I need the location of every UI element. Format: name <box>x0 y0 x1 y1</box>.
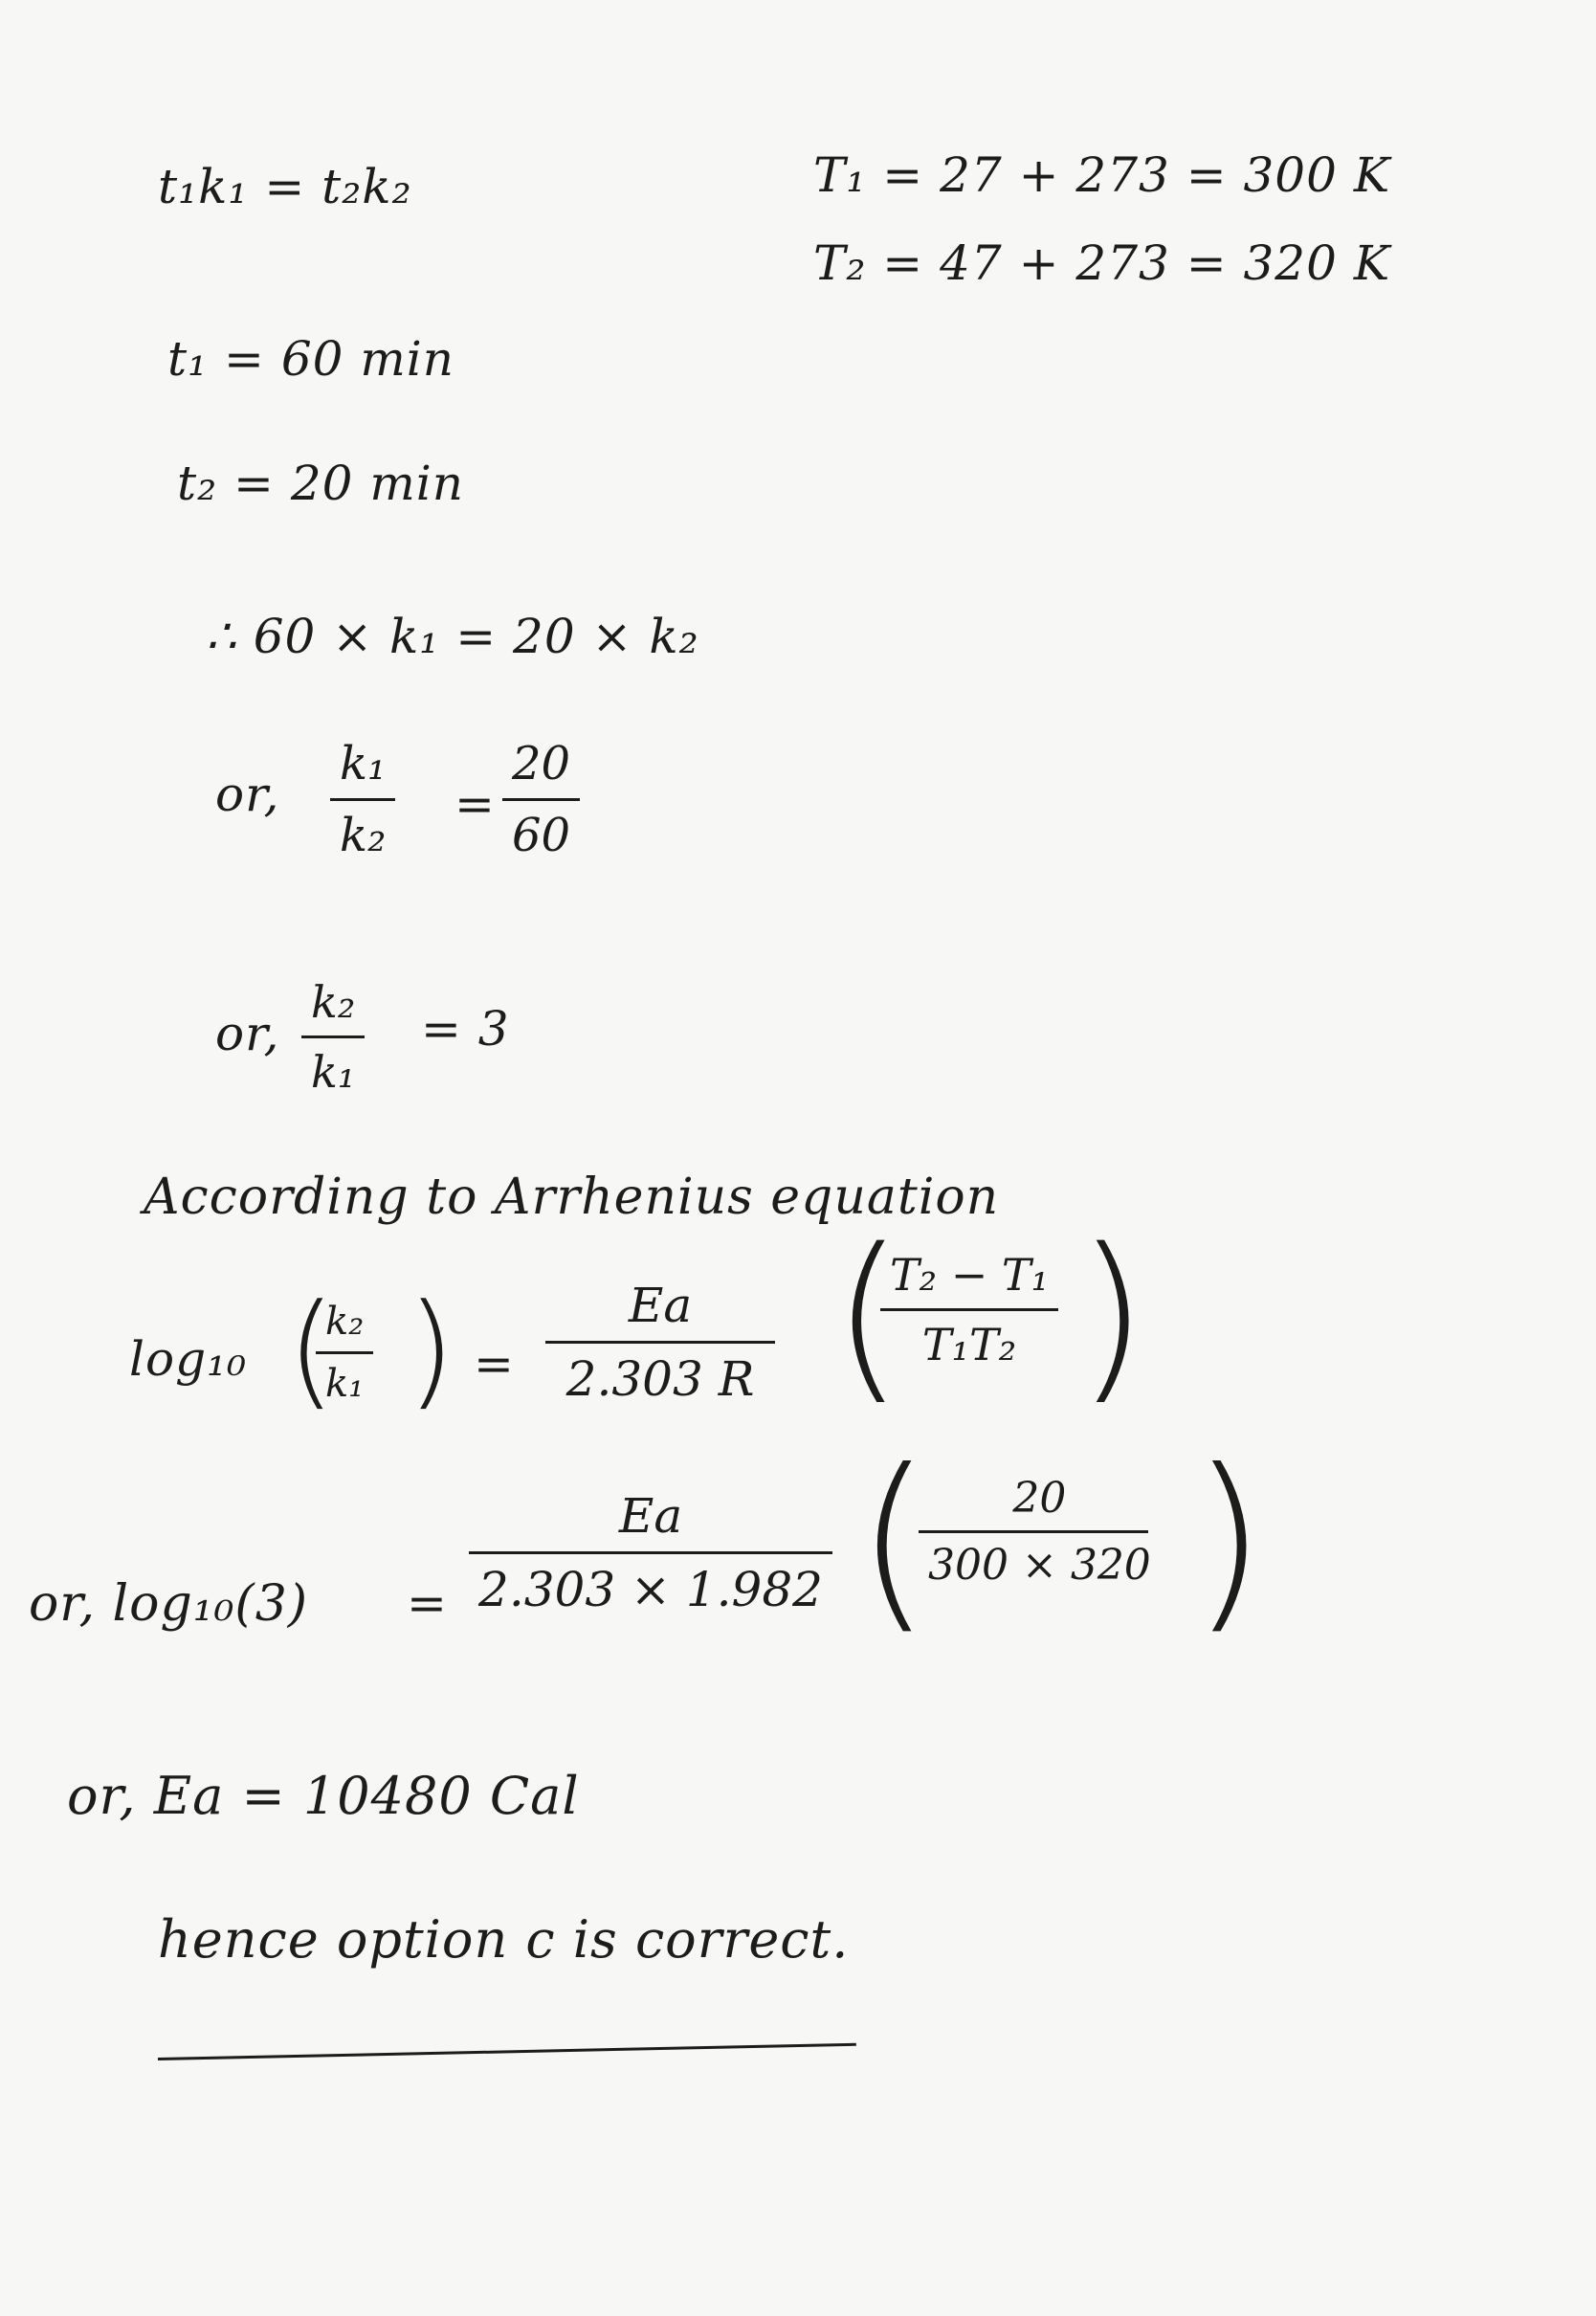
temperature-t2: T₂ = 47 + 273 = 320 K <box>813 235 1391 291</box>
close-paren: ) <box>1191 1429 1267 1652</box>
arrhenius-ea-numerator: Ea <box>628 1278 693 1333</box>
ratio-value-numerator: 20 <box>512 737 571 791</box>
open-paren: ( <box>856 1429 932 1652</box>
ratio-prefix: or, <box>215 767 280 822</box>
ratio-numerator: k₁ <box>340 737 387 791</box>
arrhenius-equals: = <box>474 1336 515 1392</box>
arrhenius-ea-fraction <box>545 1278 775 1407</box>
arrhenius-log-numerator: k₂ <box>325 1300 365 1344</box>
close-paren: ) <box>1076 1210 1148 1421</box>
temperature-t1: T₁ = 27 + 273 = 300 K <box>813 147 1391 203</box>
substitution-ea-numerator: Ea <box>618 1488 683 1544</box>
substitution-equals: = <box>407 1575 448 1631</box>
ratio-k1-k2 <box>330 737 395 862</box>
substitution-ea-denominator: 2.303 × 1.982 <box>478 1562 823 1617</box>
substitution-log: or, log₁₀(3) <box>29 1575 309 1633</box>
conclusion-line: hence option c is correct. <box>158 1909 850 1970</box>
arrhenius-log: log₁₀ <box>129 1331 248 1387</box>
result-line: or, Ea = 10480 Cal <box>67 1766 580 1826</box>
substitution-ea-fraction <box>469 1488 832 1617</box>
substitution-temp-fraction <box>919 1474 1161 1590</box>
ratio-20-60 <box>502 737 580 862</box>
rate-relation: t₁k₁ = t₂k₂ <box>158 159 412 214</box>
substitution-line: ∴ 60 × k₁ = 20 × k₂ <box>206 609 699 664</box>
arrhenius-log-denominator: k₁ <box>325 1362 365 1406</box>
arrhenius-temp-numerator: T₂ − T₁ <box>890 1249 1050 1301</box>
ratio-equals: = <box>454 776 496 832</box>
time-t2: t₂ = 20 min <box>177 456 464 511</box>
ratio-value-denominator: 60 <box>512 809 571 862</box>
arrhenius-log-ratio <box>316 1300 373 1406</box>
inverse-numerator: k₂ <box>311 976 356 1028</box>
inverse-denominator: k₁ <box>311 1046 356 1098</box>
inverse-prefix: or, <box>215 1006 280 1061</box>
time-t1: t₁ = 60 min <box>167 331 454 387</box>
arrhenius-temp-denominator: T₁T₂ <box>921 1319 1017 1370</box>
open-paren: ( <box>832 1210 904 1421</box>
arrhenius-temp-fraction <box>880 1249 1058 1370</box>
arrhenius-ea-denominator: 2.303 R <box>565 1351 755 1407</box>
substitution-temp-denominator: 300 × 320 <box>928 1541 1151 1590</box>
inverse-value: = 3 <box>421 1001 510 1057</box>
open-paren: ( <box>287 1277 336 1422</box>
ratio-denominator: k₂ <box>340 809 387 862</box>
ratio-k2-k1 <box>301 976 365 1098</box>
close-paren: ) <box>407 1277 455 1422</box>
conclusion-underline <box>158 2043 856 2060</box>
arrhenius-intro: According to Arrhenius equation <box>144 1169 1000 1226</box>
substitution-temp-numerator: 20 <box>1012 1474 1067 1523</box>
